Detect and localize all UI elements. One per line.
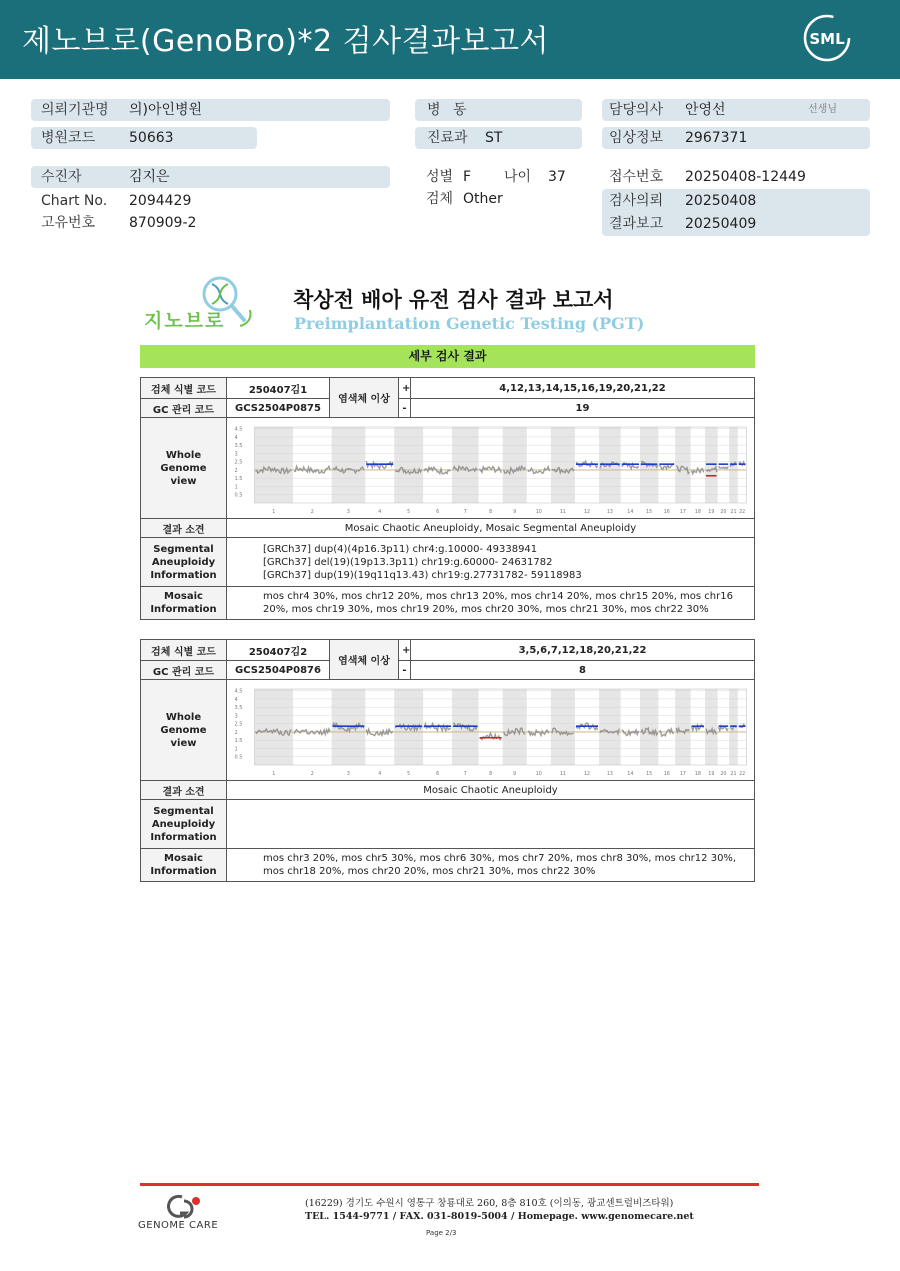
copy-number-trace <box>366 729 392 735</box>
specimen-value: Other <box>463 191 503 207</box>
report-title: 착상전 배아 유전 검사 결과 보고서 <box>293 288 614 312</box>
mosaic-label: Mosaic Information <box>141 849 227 882</box>
x-tick-label: 10 <box>535 771 542 777</box>
mosaic-label: Mosaic Information <box>141 587 227 620</box>
x-tick-label: 20 <box>720 771 727 777</box>
doctor-label: 담당의사 <box>609 102 664 118</box>
mosaic-value: mos chr3 20%, mos chr5 30%, mos chr6 30%, mos chr7 20%, mos chr8 30%, mos chr12 30%, mos chr18 20%, mos chr20 20%, mos chr21 30%, mos chr22 30% <box>227 849 755 882</box>
chromosome-band <box>255 689 294 765</box>
sample-code-label: 검체 식별 코드 <box>141 640 227 661</box>
mosaic-value: mos chr4 30%, mos chr12 20%, mos chr13 20%, mos chr14 20%, mos chr15 20%, mos chr16 20%, mos chr19 30%, mos chr19 20%, mos chr20 30%, mos chr21 30%, mos chr22 30% <box>227 587 755 620</box>
x-tick-label: 12 <box>583 771 591 777</box>
clinical-value: 2967371 <box>685 130 748 146</box>
genome-care-name: GENOME CARE <box>138 1220 219 1231</box>
doctor-value: 안영선 <box>685 102 726 118</box>
sample-code-value: 250407김1 <box>227 378 330 399</box>
y-tick-label: 2 <box>234 729 238 736</box>
y-tick-label: 0.5 <box>234 492 243 499</box>
x-tick-label: 19 <box>708 509 715 515</box>
x-tick-label: 6 <box>436 509 440 515</box>
abnormality-label: 염색체 이상 <box>330 378 399 418</box>
whole-genome-label: Whole Genome view <box>141 418 227 519</box>
x-tick-label: 3 <box>346 509 350 515</box>
y-tick-label: 2.5 <box>234 721 243 728</box>
x-tick-label: 4 <box>378 509 382 515</box>
x-tick-label: 3 <box>346 771 350 777</box>
y-tick-label: 2 <box>234 467 238 474</box>
x-tick-label: 13 <box>606 771 613 777</box>
report-value: 20250409 <box>685 216 757 232</box>
findings-value: Mosaic Chaotic Aneuploidy, Mosaic Segmental Aneuploidy <box>227 519 755 538</box>
receipt-value: 20250408-12449 <box>685 169 806 185</box>
y-tick-label: 3.5 <box>234 442 243 449</box>
genome-plot-2 <box>230 683 751 778</box>
x-tick-label: 11 <box>559 771 566 777</box>
x-tick-label: 9 <box>513 509 517 515</box>
x-tick-label: 2 <box>310 509 314 515</box>
findings-value: Mosaic Chaotic Aneuploidy <box>227 781 755 800</box>
gain-chromosomes: 4,12,13,14,15,16,19,20,21,22 <box>411 378 755 399</box>
x-tick-label: 17 <box>679 771 686 777</box>
abnormality-label: 염색체 이상 <box>330 640 399 680</box>
patient-label: 수진자 <box>41 169 82 185</box>
x-tick-label: 4 <box>378 771 382 777</box>
x-tick-label: 14 <box>627 509 634 515</box>
x-tick-label: 18 <box>694 509 701 515</box>
copy-number-trace <box>692 468 704 474</box>
segmental-label: Segmental Aneuploidy Information <box>141 800 227 849</box>
patient-value: 김지은 <box>129 169 170 185</box>
institution-value: 의)아인병원 <box>129 102 203 118</box>
report-label: 결과보고 <box>609 216 664 232</box>
patient-row <box>31 166 390 188</box>
report-subtitle: Preimplantation Genetic Testing (PGT) <box>294 314 645 333</box>
department-value: ST <box>485 130 503 146</box>
x-tick-label: 8 <box>489 771 493 777</box>
loss-sign: - <box>399 399 411 418</box>
doctor-suffix: 선생님 <box>808 104 837 115</box>
y-tick-label: 4 <box>234 696 238 703</box>
gc-code-value: GCS2504P0875 <box>227 399 330 418</box>
sex-value: F <box>463 169 472 185</box>
unique-value: 870909-2 <box>129 215 197 231</box>
clinical-label: 임상정보 <box>609 130 664 146</box>
genobro-logo-text: 지노브로 <box>144 310 226 332</box>
y-tick-label: 0.5 <box>234 754 243 761</box>
y-tick-label: 2.5 <box>234 459 243 466</box>
chromosome-band <box>675 427 690 503</box>
chromosome-band <box>640 689 658 765</box>
chromosome-band <box>332 427 366 503</box>
genome-view-cell <box>227 680 755 781</box>
x-tick-label: 14 <box>627 771 634 777</box>
address-line: (16229) 경기도 수원시 영통구 창룡대로 260, 8층 810호 (이의동, 광교센트럴비즈타워) <box>305 1198 674 1209</box>
sex-label: 성별 <box>426 169 454 185</box>
specimen-label: 검체 <box>426 191 454 207</box>
copy-number-trace <box>424 467 450 474</box>
x-tick-label: 21 <box>730 771 737 777</box>
age-value: 37 <box>548 169 566 185</box>
y-tick-label: 3.5 <box>234 704 243 711</box>
institution-label: 의뢰기관명 <box>41 102 109 118</box>
copy-number-trace <box>719 466 729 468</box>
x-tick-label: 1 <box>272 771 276 777</box>
y-tick-label: 4 <box>234 434 238 441</box>
gain-sign: + <box>399 378 411 399</box>
hospital-code-value: 50663 <box>129 130 174 146</box>
receipt-label: 접수번호 <box>609 169 664 185</box>
footer-address <box>305 1197 694 1223</box>
y-tick-label: 3 <box>234 712 238 719</box>
findings-label: 결과 소견 <box>141 781 227 800</box>
copy-number-trace <box>424 723 450 730</box>
copy-number-trace <box>294 729 330 735</box>
x-tick-label: 5 <box>407 509 411 515</box>
department-label: 진료과 <box>427 130 468 146</box>
gain-sign: + <box>399 640 411 661</box>
whole-genome-label: Whole Genome view <box>141 680 227 781</box>
x-tick-label: 13 <box>606 509 613 515</box>
unique-label: 고유번호 <box>41 215 96 231</box>
request-label: 검사의뢰 <box>609 193 664 209</box>
segmental-value: [GRCh37] dup(4)(4p16.3p11) chr4:g.10000- 49338941 [GRCh37] del(19)(19p13.3p11) chr19:g.60000- 24631782 [GRCh37] dup(19)(19q11q13.43) chr19:g.27731782- 59118983 <box>227 538 755 587</box>
genome-plot-1 <box>230 421 751 516</box>
y-tick-label: 1 <box>234 745 238 752</box>
y-tick-label: 4.5 <box>234 688 243 695</box>
loss-chromosomes: 19 <box>411 399 755 418</box>
x-tick-label: 22 <box>739 509 746 515</box>
chromosome-band <box>551 427 575 503</box>
contact-line: TEL. 1544-9771 / FAX. 031-8019-5004 / Homepage. www.genomecare.net <box>305 1211 694 1222</box>
page-number: Page 2/3 <box>426 1229 457 1237</box>
gain-chromosomes: 3,5,6,7,12,18,20,21,22 <box>411 640 755 661</box>
y-tick-label: 1.5 <box>234 737 243 744</box>
loss-sign: - <box>399 661 411 680</box>
segmental-value <box>227 800 755 849</box>
hospital-code-label: 병원코드 <box>41 130 96 146</box>
chromosome-band <box>503 689 527 765</box>
y-tick-label: 4.5 <box>234 426 243 433</box>
x-tick-label: 6 <box>436 771 440 777</box>
sample-table-2 <box>140 639 755 882</box>
section-title: 세부 검사 결과 <box>140 345 755 368</box>
loss-chromosomes: 8 <box>411 661 755 680</box>
gc-code-label: GC 관리 코드 <box>141 661 227 680</box>
x-tick-label: 11 <box>559 509 566 515</box>
findings-label: 결과 소견 <box>141 519 227 538</box>
chromosome-band <box>394 427 423 503</box>
chart-label: Chart No. <box>41 193 108 209</box>
x-tick-label: 8 <box>489 509 493 515</box>
sample-table-1 <box>140 377 755 620</box>
chromosome-band <box>705 427 718 503</box>
gc-code-label: GC 관리 코드 <box>141 399 227 418</box>
x-tick-label: 19 <box>708 771 715 777</box>
x-tick-label: 17 <box>679 509 686 515</box>
request-value: 20250408 <box>685 193 757 209</box>
chromosome-band <box>503 427 527 503</box>
x-tick-label: 10 <box>535 509 542 515</box>
sample-code-value: 250407김2 <box>227 640 330 661</box>
chromosome-band <box>705 689 718 765</box>
ward-label: 병 동 <box>427 102 467 118</box>
gc-code-value: GCS2504P0876 <box>227 661 330 680</box>
header-bar <box>0 0 900 79</box>
x-tick-label: 7 <box>463 771 467 777</box>
copy-number-trace <box>480 733 502 740</box>
genome-view-cell <box>227 418 755 519</box>
x-tick-label: 16 <box>663 771 670 777</box>
x-tick-label: 21 <box>730 509 737 515</box>
segmental-label: Segmental Aneuploidy Information <box>141 538 227 587</box>
x-tick-label: 2 <box>310 771 314 777</box>
sample-code-label: 검체 식별 코드 <box>141 378 227 399</box>
footer-divider <box>140 1183 759 1186</box>
x-tick-label: 1 <box>272 509 276 515</box>
age-label: 나이 <box>504 169 532 185</box>
chart-value: 2094429 <box>129 193 192 209</box>
y-tick-label: 1.5 <box>234 475 243 482</box>
y-tick-label: 1 <box>234 483 238 490</box>
sml-logo-text: SML <box>809 30 845 48</box>
x-tick-label: 15 <box>646 771 653 777</box>
chromosome-band <box>599 689 621 765</box>
y-tick-label: 3 <box>234 450 238 457</box>
plot-frame <box>255 689 747 765</box>
chromosome-band <box>675 689 690 765</box>
x-tick-label: 5 <box>407 771 411 777</box>
x-tick-label: 7 <box>463 509 467 515</box>
x-tick-label: 22 <box>739 771 746 777</box>
x-tick-label: 12 <box>583 509 591 515</box>
x-tick-label: 20 <box>720 509 727 515</box>
copy-number-trace <box>528 730 550 735</box>
sml-logo <box>803 14 851 62</box>
genome-care-logo-icon <box>160 1193 206 1221</box>
x-tick-label: 16 <box>663 509 670 515</box>
chromosome-band <box>551 689 575 765</box>
x-tick-label: 15 <box>646 509 653 515</box>
document-title: 제노브로(GenoBro)*2 검사결과보고서 <box>22 24 549 59</box>
copy-number-trace <box>659 729 673 736</box>
copy-number-trace <box>622 730 639 735</box>
chromosome-band <box>255 427 294 503</box>
x-tick-label: 9 <box>513 771 517 777</box>
x-tick-label: 18 <box>694 771 701 777</box>
chromosome-band <box>452 427 479 503</box>
